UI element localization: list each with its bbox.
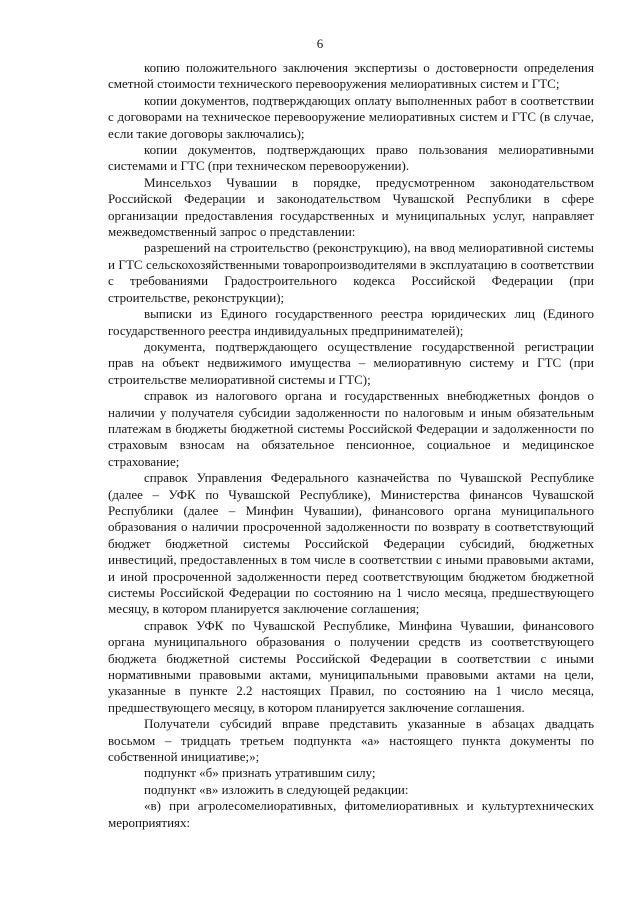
paragraph-subclause-b: подпункт «б» признать утратившим силу; — [144, 765, 376, 781]
paragraph-agroforestry-measures: «в) при агролесомелиоративных, фитомелиоративных и культуртехнических мероприятиях: — [108, 798, 594, 830]
paragraph-own-initiative: Получатели субсидий вправе представить указанные в абзацах двадцать восьмом – тридцать третьем подпункта «а» настоящего пункта документы по собственной инициативе;»; — [108, 716, 594, 765]
paragraph-payment-documents: копии документов, подтверждающих оплату выполненных работ в соответствии с договорами на техническое перевооружение мелиоративных систем и ГТС (в случае, если такие договоры заключались); — [108, 92, 594, 141]
paragraph-expertise-conclusion: копию положительного заключения экспертизы о достоверности определения сметной стоимости технического перевооружения мелиоративных систем и ГТС; — [108, 60, 594, 92]
paragraph-tax-certificates: справок из налогового органа и государственных внебюджетных фондов о наличии у получателя субсидии задолженности по налоговым и иным обязательным платежам в бюджеты бюджетной системы Российской Федерации и задолженности по страховым взносам на обязательное пенсионное, социальное и медицинское страхование; — [108, 388, 594, 469]
paragraph-usage-rights-documents: копии документов, подтверждающих право пользования мелиоративными системами и ГТС (при техническом перевооружении). — [108, 142, 594, 174]
paragraph-construction-permits: разрешений на строительство (реконструкцию), на ввод мелиоративной системы и ГТС сельскохозяйственными товаропроизводителями в эксплуатацию в соответствии с требованиями Градостроительного кодекса Российской Федерации (при строительстве, реконструкции); — [108, 240, 594, 305]
page-number: 6 — [316, 36, 324, 51]
paragraph-treasury-certificates: справок Управления Федерального казначейства по Чувашской Республике (далее – УФК по Чувашской Республике), Министерства финансов Чувашской Республики (далее – Минфин Чувашии), финансового органа муниципального образования о наличии просроченной задолженности по возврату в соответствующий бюджет бюджетной системы Российской Федерации субсидий, бюджетных инвестиций, предоставленных в том числе в соответствии с иными правовыми актами, и иной просроченной задолженности перед соответствующим бюджетом бюджетной системы Российской Федерации по состоянию на 1 число месяца, предшествующего месяцу, в котором планируется заключение соглашения; — [108, 470, 594, 617]
paragraph-registry-extract: выписки из Единого государственного реестра юридических лиц (Единого государственного реестра индивидуальных предпринимателей); — [108, 306, 594, 338]
paragraph-interagency-request: Минсельхоз Чувашии в порядке, предусмотренном законодательством Российской Федерации и законодательством Чувашской Республики в сфере организации предоставления государственных и муниципальных услуг, направляет межведомственный запрос о представлении: — [108, 174, 594, 240]
paragraph-subclause-v: подпункт «в» изложить в следующей редакции: — [144, 781, 409, 797]
paragraph-funds-receipt-certificates: справок УФК по Чувашской Республике, Минфина Чувашии, финансового органа муниципального образования о получении средств из соответствующего бюджета бюджетной системы Российской Федерации в соответствии с иными нормативными правовыми актами, муниципальными правовыми актами на цели, указанные в пункте 2.2 настоящих Правил, по состоянию на 1 число месяца, предшествующего месяцу, в котором планируется заключение соглашения. — [108, 617, 594, 715]
paragraph-property-registration: документа, подтверждающего осуществление государственной регистрации прав на объект недвижимого имущества – мелиоративную систему и ГТС (при строительстве мелиоративной системы и ГТС); — [108, 338, 594, 387]
document-body — [108, 60, 594, 831]
